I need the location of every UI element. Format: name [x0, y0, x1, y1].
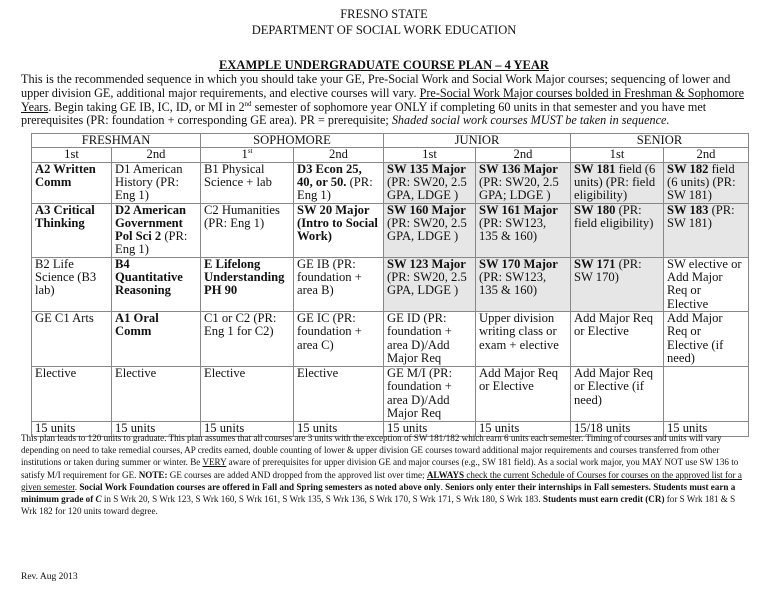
text-segment: D1 American History (PR: Eng 1) [115, 161, 183, 203]
text-segment: (PR: SW 181) [667, 202, 735, 230]
text-segment: A1 Oral Comm [115, 310, 159, 339]
text-segment: E Lifelong Understanding PH 90 [204, 256, 285, 298]
text-segment: field (6 units) (PR: field eligibility) [574, 161, 656, 203]
course-cell [294, 366, 384, 421]
text-segment: 1st [422, 147, 437, 162]
text-segment: SW 20 Major (Intro to Social Work) [297, 202, 378, 244]
intro-paragraph [21, 73, 751, 128]
course-cell [112, 257, 201, 311]
text-segment: A2 Written Comm [35, 161, 96, 189]
text-segment: SW 136 Major [479, 161, 558, 176]
text-segment: Add Major Req or Elective (if need) [667, 310, 724, 365]
text-segment: 1st [64, 147, 79, 162]
text-segment: in S Wrk 20, S Wrk 123, S Wrk 160, S Wrk 161, S Wrk 135, S Wrk 136, S Wrk 170, S Wrk 171, S Wrk 180, S Wrk 183. [101, 494, 543, 505]
text-segment: (PR: field eligibility) [574, 202, 654, 230]
text-segment: GE C1 Arts [35, 310, 94, 325]
text-segment: A3 Critical Thinking [35, 202, 95, 230]
text-segment: Elective [115, 365, 157, 380]
year-header: JUNIOR [384, 134, 571, 148]
course-cell [571, 162, 664, 203]
text-segment: Elective [204, 365, 246, 380]
text-segment: st [247, 147, 253, 156]
course-cell [476, 366, 571, 421]
text-segment: (PR: Eng 1) [115, 229, 188, 257]
table-row [32, 203, 749, 257]
text-segment: 1st [609, 147, 625, 162]
course-cell [384, 203, 476, 257]
text-segment: SW 123 Major [387, 256, 466, 271]
text-segment: check the current Schedule of Courses for courses on the approved list for a given semester [21, 469, 742, 492]
text-segment: SW 161 Major [479, 202, 558, 217]
course-plan-table [31, 133, 749, 437]
course-cell [294, 162, 384, 203]
semester-header [476, 148, 571, 162]
text-segment: SW 170 Major [479, 256, 558, 271]
table-row [32, 257, 749, 311]
text-segment: VERY [202, 457, 227, 468]
text-segment: field (6 units) (PR: SW 181) [667, 161, 736, 203]
text-segment: B2 Life Science (B3 lab) [35, 256, 97, 298]
course-cell [384, 162, 476, 203]
semester-header-row [32, 148, 749, 162]
course-cell [201, 203, 294, 257]
text-segment: GE ID (PR: foundation + area D)/Add Major Req [387, 310, 452, 365]
course-cell [32, 257, 112, 311]
course-cell [201, 162, 294, 203]
text-segment: 15/18 units [574, 420, 631, 435]
text-segment: This is the recommended sequence in which you should take your GE, Pre-Social Work and Social Work Major courses; sequencing of lower and upper division GE, additional major requirements, and elective courses will vary. [21, 72, 731, 100]
text-segment: 15 units [297, 420, 338, 435]
course-cell [32, 162, 112, 203]
text-segment: Shaded social work courses MUST be taken in sequence. [391, 113, 670, 128]
course-cell [664, 162, 749, 203]
text-segment: semester of sophomore year ONLY if completing 60 units in that semester and you have met prerequisites (PR: foundation + corresponding GE area). PR = prerequisite; [21, 99, 707, 128]
course-cell [201, 257, 294, 311]
text-segment: Elective [297, 365, 339, 380]
course-cell [32, 203, 112, 257]
text-segment: Pre-Social Work Major courses bolded in Freshman & Sophomore Years [21, 85, 744, 114]
table-row [32, 311, 749, 366]
text-segment: GE IC (PR: foundation + area C) [297, 310, 362, 352]
course-cell [112, 311, 201, 366]
text-segment: (PR: SW123, 135 & 160) [479, 215, 547, 244]
table-row [32, 162, 749, 203]
text-segment: 15 units [387, 420, 428, 435]
department-name: DEPARTMENT OF SOCIAL WORK EDUCATION [251, 23, 517, 37]
text-segment: nd [244, 99, 252, 108]
page-title: EXAMPLE UNDERGRADUATE COURSE PLAN – 4 YEAR [219, 58, 549, 72]
year-header: SENIOR [571, 134, 749, 148]
course-cell [201, 366, 294, 421]
course-cell [664, 257, 749, 311]
text-segment: 2nd [696, 147, 716, 162]
text-segment: (PR: SW 170) [574, 256, 642, 285]
year-header: SOPHOMORE [201, 134, 384, 148]
course-cell [476, 311, 571, 366]
course-cell [32, 366, 112, 421]
course-cell [664, 311, 749, 366]
text-segment: Students must earn credit (CR) [542, 494, 665, 505]
course-cell [32, 311, 112, 366]
text-segment: Add Major Req or Elective [479, 365, 559, 394]
text-segment: GE IB (PR: foundation + area B) [297, 256, 362, 298]
course-cell [571, 311, 664, 366]
course-cell [384, 366, 476, 421]
text-segment: . [74, 481, 80, 492]
text-segment: Add Major Req or Elective (if need) [574, 365, 654, 407]
text-segment: Elective [35, 365, 77, 380]
text-segment: Social Work Foundation courses are offered in Fall and Spring semesters as noted above only [79, 481, 441, 492]
text-segment: Seniors only enter their internships in Fall semesters. Students must earn a minimum grade of [21, 481, 736, 505]
course-cell [476, 162, 571, 203]
course-cell [476, 257, 571, 311]
text-segment: GE courses are added AND dropped from the approved list over time; [167, 469, 427, 480]
course-cell [664, 366, 749, 421]
semester-header [32, 148, 112, 162]
semester-header [112, 148, 201, 162]
text-segment: GE M/I (PR: foundation + area D)/Add Major Req [387, 365, 453, 420]
text-segment: SW 180 [574, 202, 616, 217]
course-cell [384, 311, 476, 366]
semester-header [201, 148, 294, 162]
text-segment: NOTE: [138, 469, 168, 480]
semester-header [571, 148, 664, 162]
course-cell [571, 257, 664, 311]
text-segment: Add Major Req or Elective [574, 310, 654, 339]
text-segment: D3 Econ 25, 40, or 50. [297, 161, 362, 189]
footer-notes [21, 432, 749, 517]
text-segment: (PR: SW20, 2.5 GPA, LDGE ) [387, 270, 467, 298]
table-row [32, 366, 749, 421]
course-cell [112, 203, 201, 257]
semester-header [664, 148, 749, 162]
text-segment: . [440, 481, 446, 492]
university-name: FRESNO STATE [340, 7, 428, 21]
text-segment: 2nd [513, 147, 533, 162]
text-segment: 15 units [204, 420, 245, 435]
text-segment: (PR: Eng 1) [297, 174, 373, 203]
course-cell [294, 311, 384, 366]
text-segment: (PR: SW20, 2.5 GPA, LDGE ) [387, 215, 467, 244]
course-cell [112, 366, 201, 421]
text-segment: 15 units [479, 420, 520, 435]
text-segment: B4 Quantitative Reasoning [115, 256, 183, 298]
text-segment: C1 or C2 (PR: Eng 1 for C2) [204, 310, 277, 339]
course-cell [294, 203, 384, 257]
text-segment: SW 135 Major [387, 161, 466, 176]
course-cell [294, 257, 384, 311]
course-cell [201, 311, 294, 366]
course-cell [571, 203, 664, 257]
course-cell [384, 257, 476, 311]
text-segment: SW elective or Add Major Req or Elective [667, 256, 742, 311]
text-segment: B1 Physical Science + lab [204, 161, 272, 189]
text-segment: for S Wrk 181 & S Wrk 182 for 120 units toward degree. [21, 494, 736, 517]
text-segment: SW 160 Major [387, 202, 466, 217]
text-segment: SW 183 [667, 202, 709, 217]
text-segment: 15 units [115, 420, 156, 435]
course-cell [664, 203, 749, 257]
text-segment: SW 171 [574, 256, 616, 271]
semester-header [384, 148, 476, 162]
text-segment: 15 units [667, 420, 708, 435]
text-segment: C2 Humanities (PR: Eng 1) [204, 202, 280, 230]
text-segment: . Begin taking GE IB, IC, ID, or MI in 2 [48, 99, 245, 114]
semester-header [294, 148, 384, 162]
text-segment: 2nd [329, 147, 348, 162]
text-segment: 2nd [146, 147, 166, 162]
course-cell [571, 366, 664, 421]
text-segment: C [95, 494, 102, 505]
year-header: FRESHMAN [32, 134, 201, 148]
text-segment: SW 182 [667, 161, 709, 176]
text-segment: (PR: SW123, 135 & 160) [479, 270, 547, 298]
text-segment: D2 American Government Pol Sci 2 [115, 202, 186, 244]
text-segment: (PR: SW20, 2.5 GPA, LDGE ) [387, 174, 467, 203]
course-cell [476, 203, 571, 257]
text-segment: This plan leads to 120 units to graduate. This plan assumes that all courses are 3 units with the exception of SW 181/182 which earn 6 units each semester. Timing of courses and units will vary depending on need to take remedial courses, AP credits earned, double counting of lower & upper division GE courses toward additional major requirements and courses transferred from other institutions or taken during summer or winter. Be [21, 433, 722, 468]
text-segment: (PR: SW20, 2.5 GPA; LDGE ) [479, 174, 559, 203]
revision-date: Rev. Aug 2013 [21, 572, 78, 582]
text-segment: Upper division writing class or exam + elective [479, 310, 559, 352]
text-segment: 1 [241, 147, 248, 162]
text-segment: 15 units [35, 420, 76, 435]
text-segment: aware of prerequisites for upper division GE and major courses (e.g., SW 181 field). As a social work major, you MAY NOT use SW 136 to satisfy M/I requirement for GE. [21, 457, 739, 480]
course-cell [112, 162, 201, 203]
text-segment: SW 181 [574, 161, 616, 176]
year-header-row [32, 134, 749, 148]
text-segment: ALWAYS [426, 469, 465, 480]
